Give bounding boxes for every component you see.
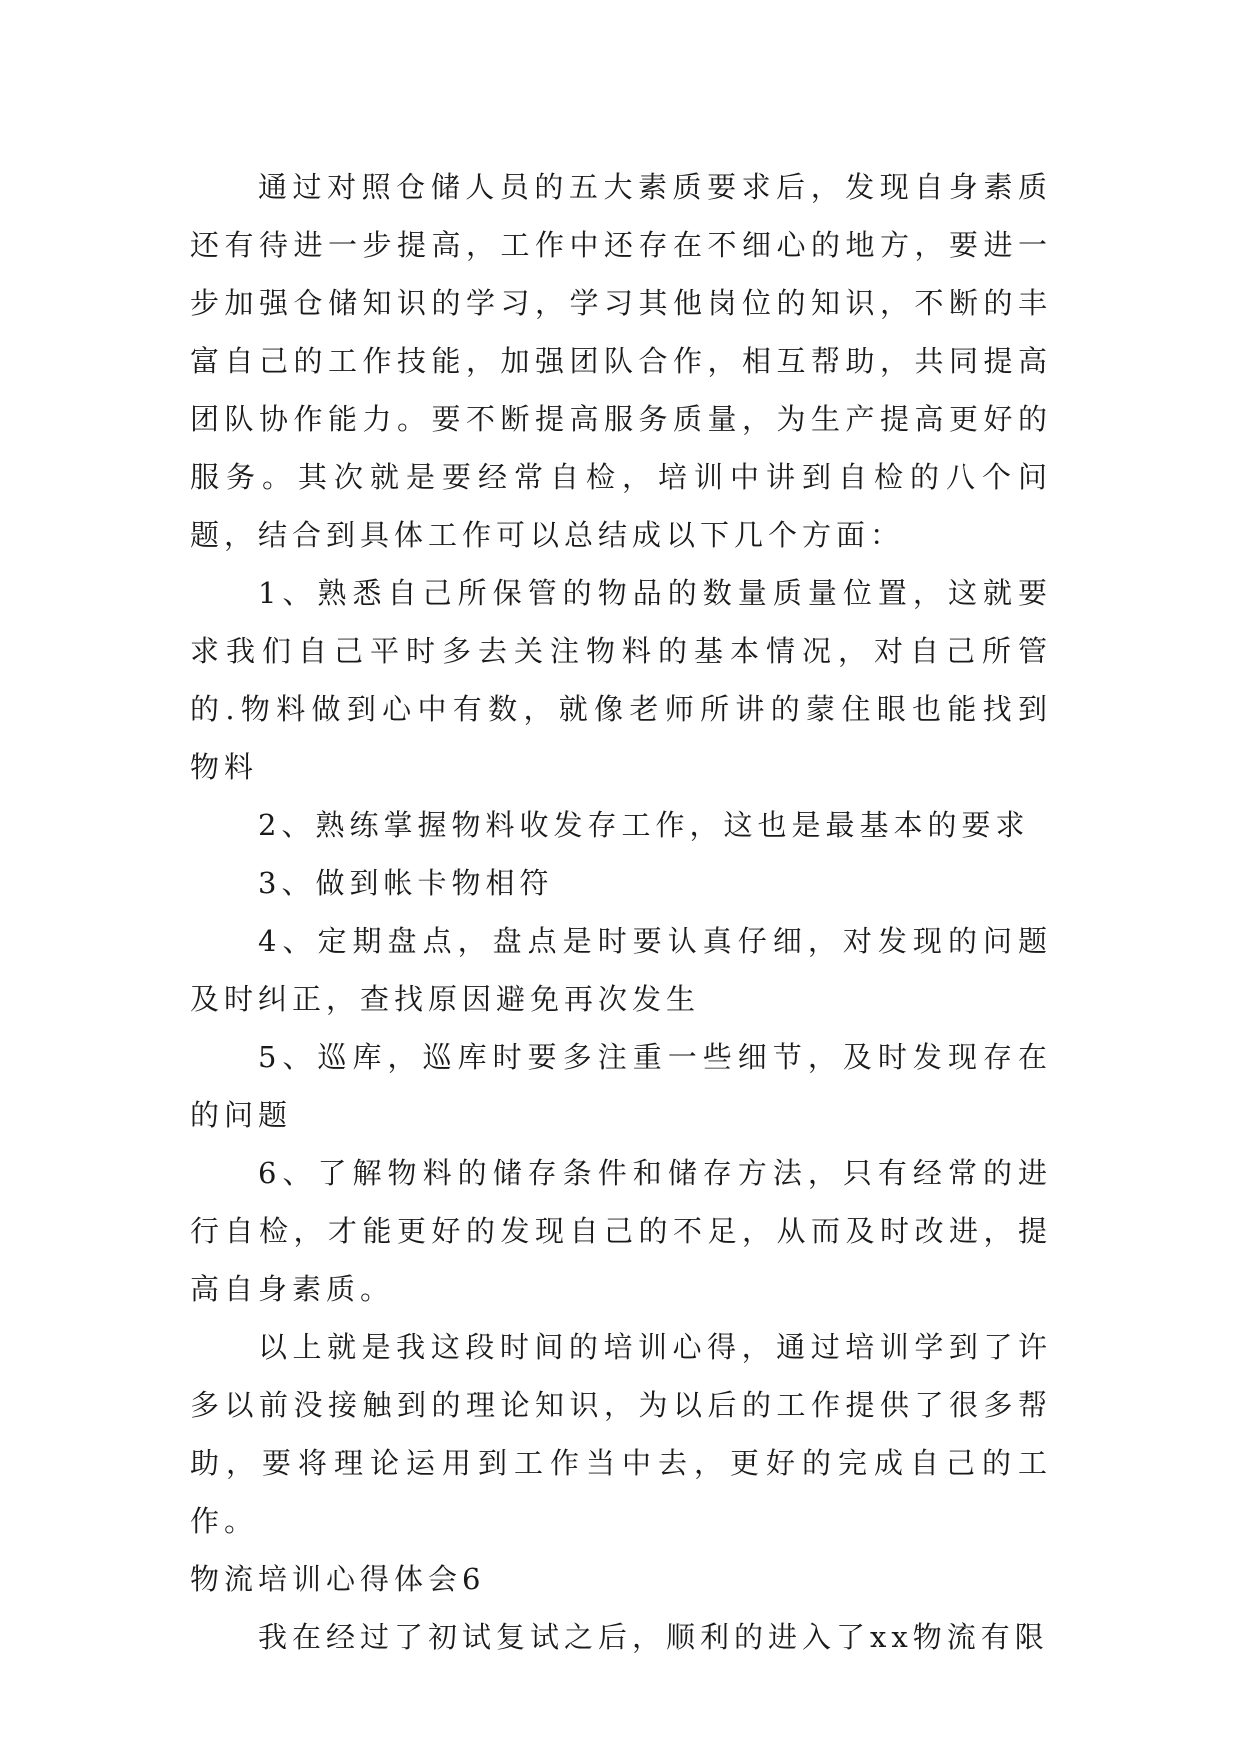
list-item-5: 5、巡库，巡库时要多注重一些细节，及时发现存在的问题: [190, 1040, 1052, 1132]
list-item-3: 3、做到帐卡物相符: [258, 866, 554, 900]
list-item-1: 1、熟悉自己所保管的物品的数量质量位置，这就要求我们自己平时多去关注物料的基本情况，对自己所管的.物料做到心中有数，就像老师所讲的蒙住眼也能找到物料: [190, 576, 1052, 784]
paragraph-conclusion: 以上就是我这段时间的培训心得，通过培训学到了许多以前没接触到的理论知识，为以后的工作提供了很多帮助，要将理论运用到工作当中去，更好的完成自己的工作。: [190, 1330, 1052, 1538]
paragraph-self-assessment: 通过对照仓储人员的五大素质要求后，发现自身素质还有待进一步提高，工作中还存在不细心的地方，要进一步加强仓储知识的学习，学习其他岗位的知识，不断的丰富自己的工作技能，加强团队合作，相互帮助，共同提高团队协作能力。要不断提高服务质量，为生产提高更好的服务。其次就是要经常自检，培训中讲到自检的八个问题，结合到具体工作可以总结成以下几个方面：: [190, 170, 1052, 552]
list-item-2: 2、熟练掌握物料收发存工作，这也是最基本的要求: [258, 808, 1030, 842]
list-item-6: 6、了解物料的储存条件和储存方法，只有经常的进行自检，才能更好的发现自己的不足，从而及时改进，提高自身素质。: [190, 1156, 1052, 1306]
paragraph-intro: 我在经过了初试复试之后，顺利的进入了xx物流有限: [258, 1620, 1049, 1654]
document-body: [190, 158, 1052, 1666]
list-item-4: 4、定期盘点，盘点是时要认真仔细，对发现的问题及时纠正，查找原因避免再次发生: [190, 924, 1052, 1016]
section-heading: 物流培训心得体会6: [190, 1562, 486, 1596]
